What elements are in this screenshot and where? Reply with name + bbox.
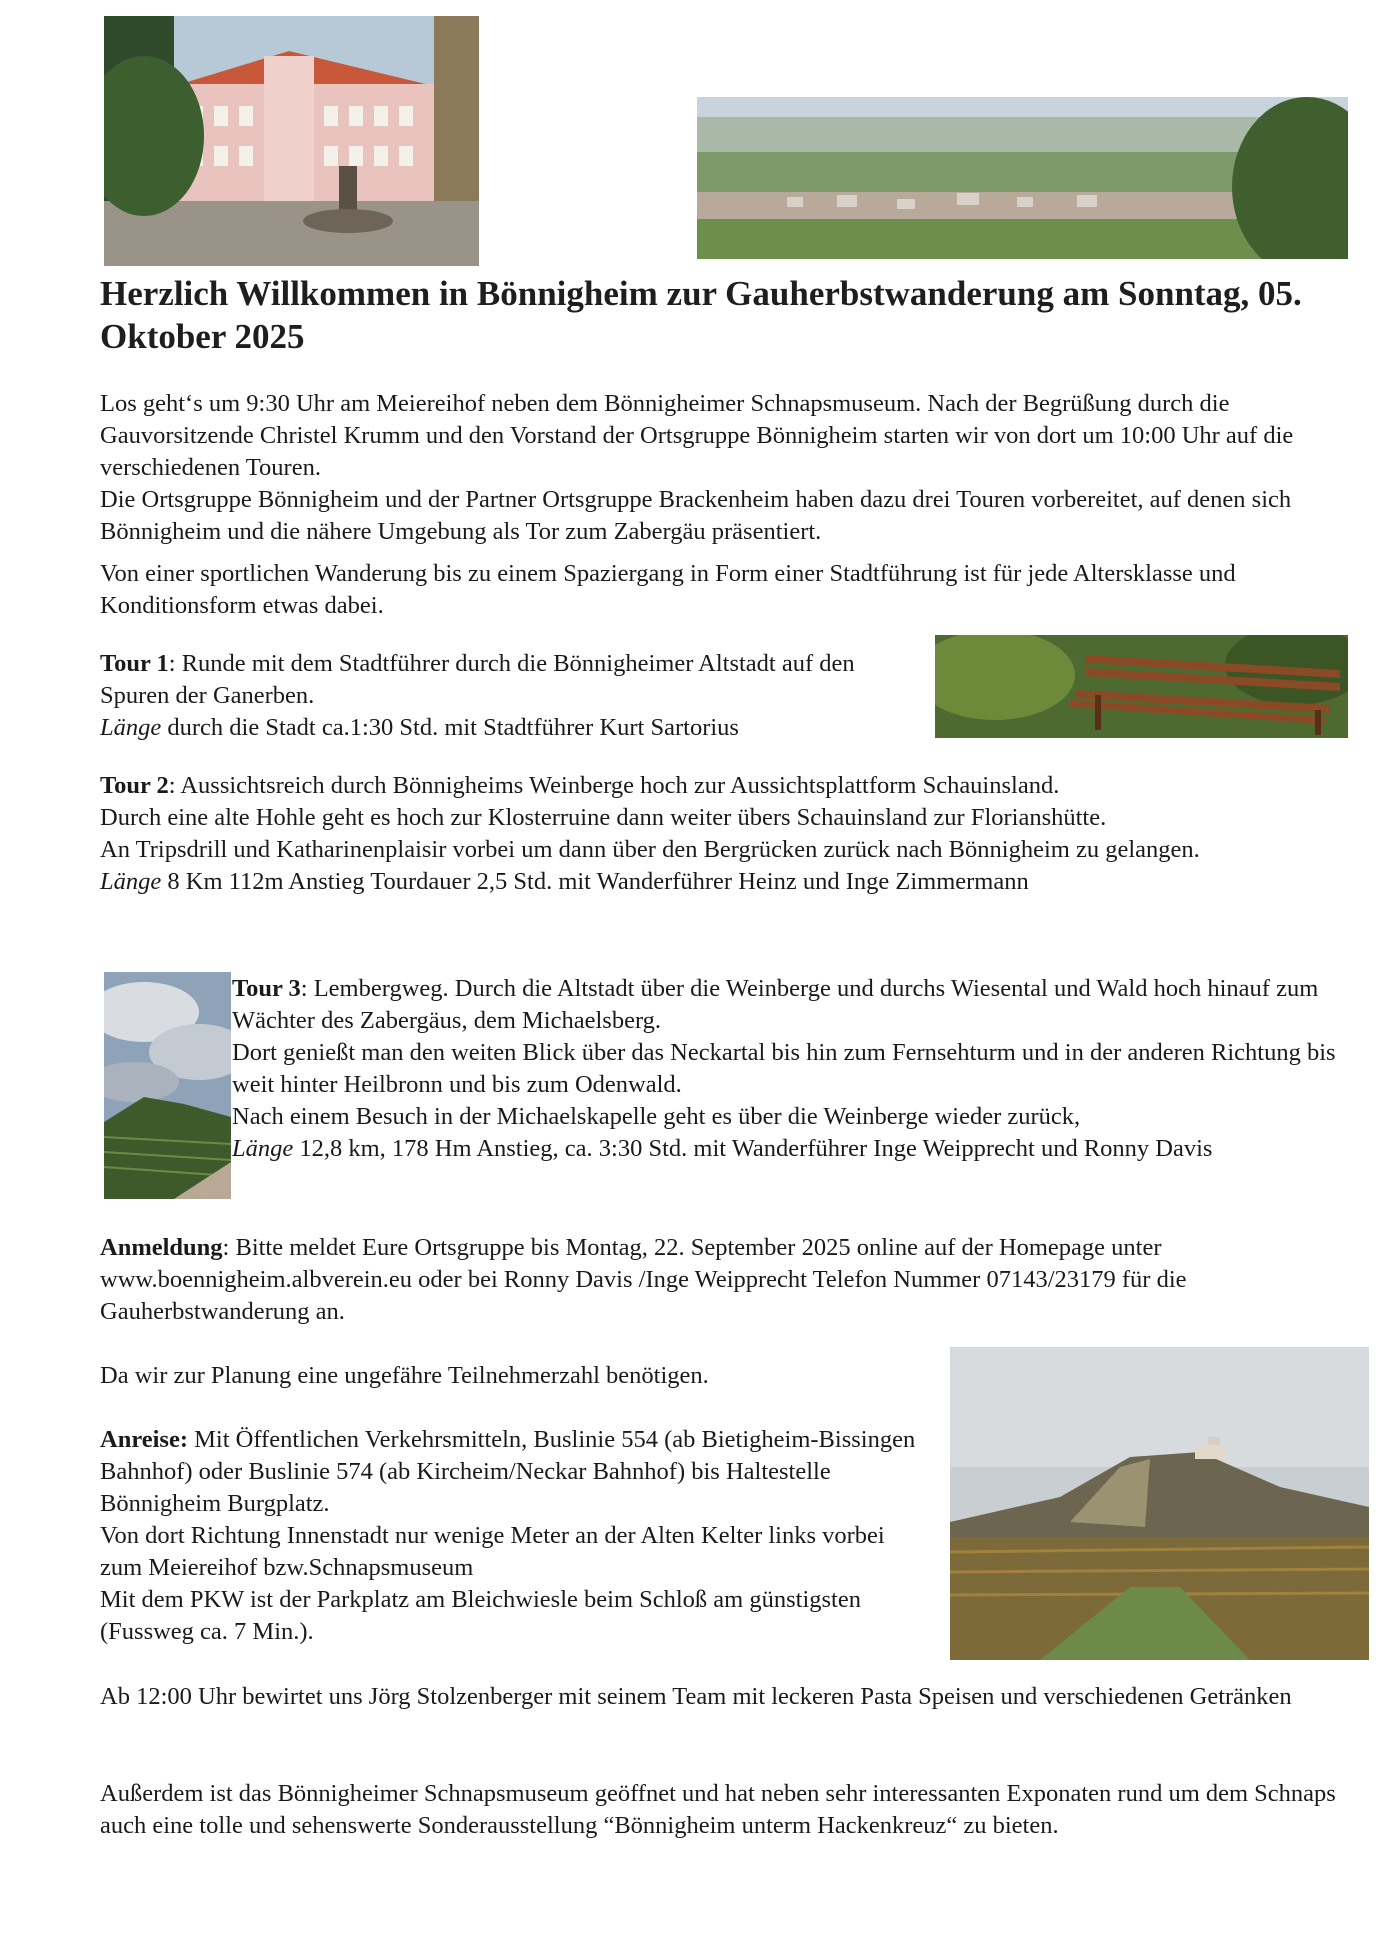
- tour2-line-2: Durch eine alte Hohle geht es hoch zur Klosterruine dann weiter übers Schauinsland zur Florianshütte.: [100, 804, 1107, 831]
- catering-note: Ab 12:00 Uhr bewirtet uns Jörg Stolzenberger mit seinem Team mit leckeren Pasta Speisen und verschiedenen Getränken: [100, 1683, 1292, 1710]
- intro-paragraph-1: Los geht‘s um 9:30 Uhr am Meiereihof neben dem Bönnigheimer Schnapsmuseum. Nach der Begrüßung durch die Gauvorsitzende Christel Krumm und den Vorstand der Ortsgruppe Bönnigheim starten wir von dort um 10:00 Uhr auf die verschiedenen Touren.: [100, 390, 1294, 481]
- tour3-line-3: Nach einem Besuch in der Michaelskapelle geht es über die Weinberge wieder zurück,: [232, 1103, 1081, 1130]
- tour3-length-label: Länge: [232, 1135, 294, 1162]
- tour3-line-2: Dort genießt man den weiten Blick über das Neckartal bis hin zum Fernsehturm und in der anderen Richtung bis weit hinter Heilbronn und bis zum Odenwald.: [232, 1039, 1336, 1098]
- travel-description: [100, 1424, 930, 1520]
- intro-section: [100, 388, 1350, 622]
- travel-line-2: Von dort Richtung Innenstadt nur wenige Meter an der Alten Kelter links vorbei zum Meiereihof bzw.Schnapsmuseum: [100, 1522, 885, 1581]
- registration-text: [100, 1232, 1352, 1328]
- travel-section: [100, 1424, 930, 1648]
- photo-michaelsberg: [950, 1347, 1369, 1660]
- tour1-section: [100, 648, 930, 744]
- tour2-text: : Aussichtsreich durch Bönnigheims Weinberge hoch zur Aussichtsplattform Schauinsland.: [168, 772, 1060, 799]
- tour1-length-text: durch die Stadt ca.1:30 Std. mit Stadtführer Kurt Sartorius: [161, 714, 739, 741]
- travel-label: Anreise:: [100, 1426, 188, 1453]
- tour3-section: [232, 973, 1352, 1165]
- intro-paragraph-2: Die Ortsgruppe Bönnigheim und der Partner Ortsgruppe Brackenheim haben dazu drei Touren vorbereitet, auf denen sich Bönnigheim und die nähere Umgebung als Tor zum Zabergäu präsentiert.: [100, 486, 1292, 545]
- tour2-line-3: An Tripsdrill und Katharinenplaisir vorbei um dann über den Bergrücken zurück nach Bönnigheim zu gelangen.: [100, 836, 1200, 863]
- photo-bench: [935, 635, 1348, 738]
- page-title: Herzlich Willkommen in Bönnigheim zur Gauherbstwanderung am Sonntag, 05. Oktober 2025: [100, 274, 1302, 356]
- tour2-length: [100, 866, 1350, 898]
- registration-section: [100, 1232, 1352, 1328]
- planning-note: Da wir zur Planung eine ungefähre Teilnehmerzahl benötigen.: [100, 1362, 709, 1389]
- tour1-label: Tour 1: [100, 650, 169, 677]
- tour3-description: [232, 973, 1352, 1037]
- photo-vineyard-clouds: [104, 972, 231, 1199]
- tour1-description: [100, 648, 930, 712]
- photo-town-panorama: [697, 97, 1348, 259]
- photo-town-square: [104, 16, 479, 266]
- travel-text: Mit Öffentlichen Verkehrsmitteln, Buslinie 554 (ab Bietigheim-Bissingen Bahnhof) oder Buslinie 574 (ab Kircheim/Neckar Bahnhof) bis Haltestelle Bönnigheim Burgplatz.: [100, 1426, 916, 1517]
- tour1-text: : Runde mit dem Stadtführer durch die Bönnigheimer Altstadt auf den Spuren der Ganerben.: [100, 650, 855, 709]
- tour3-length: [232, 1133, 1282, 1165]
- tour3-length-text: 12,8 km, 178 Hm Anstieg, ca. 3:30 Std. mit Wanderführer Inge Weipprecht und Ronny Davis: [293, 1135, 1213, 1162]
- registration-label: Anmeldung: [100, 1234, 223, 1261]
- tour2-length-text: 8 Km 112m Anstieg Tourdauer 2,5 Std. mit Wanderführer Heinz und Inge Zimmermann: [161, 868, 1029, 895]
- tour3-label: Tour 3: [232, 975, 301, 1002]
- tour2-description: [100, 770, 1350, 802]
- tour1-length: [100, 712, 930, 744]
- registration-body: : Bitte meldet Eure Ortsgruppe bis Montag, 22. September 2025 online auf der Homepage unter www.boennigheim.albverein.eu oder bei Ronny Davis /Inge Weipprecht Telefon Nummer 07143/23179 für die Gauherbstwanderung an.: [100, 1234, 1187, 1325]
- tour1-length-label: Länge: [100, 714, 162, 741]
- travel-line-3: Mit dem PKW ist der Parkplatz am Bleichwiesle beim Schloß am günstigsten (Fussweg ca. 7 Min.).: [100, 1586, 861, 1645]
- intro-paragraph-3: Von einer sportlichen Wanderung bis zu einem Spaziergang in Form einer Stadtführung ist für jede Altersklasse und Konditionsform etwas dabei.: [100, 560, 1236, 619]
- museum-note: Außerdem ist das Bönnigheimer Schnapsmuseum geöffnet und hat neben sehr interessanten Exponaten rund um dem Schnaps auch eine tolle und sehenswerte Sonderausstellung “Bönnigheim unterm Hackenkreuz“ zu bieten.: [100, 1780, 1336, 1839]
- tour3-text: : Lembergweg. Durch die Altstadt über die Weinberge und durchs Wiesental und Wald hoch hinauf zum Wächter des Zabergäus, dem Michaelsberg.: [232, 975, 1319, 1034]
- tour2-length-label: Länge: [100, 868, 162, 895]
- tour2-section: [100, 770, 1350, 898]
- tour2-label: Tour 2: [100, 772, 169, 799]
